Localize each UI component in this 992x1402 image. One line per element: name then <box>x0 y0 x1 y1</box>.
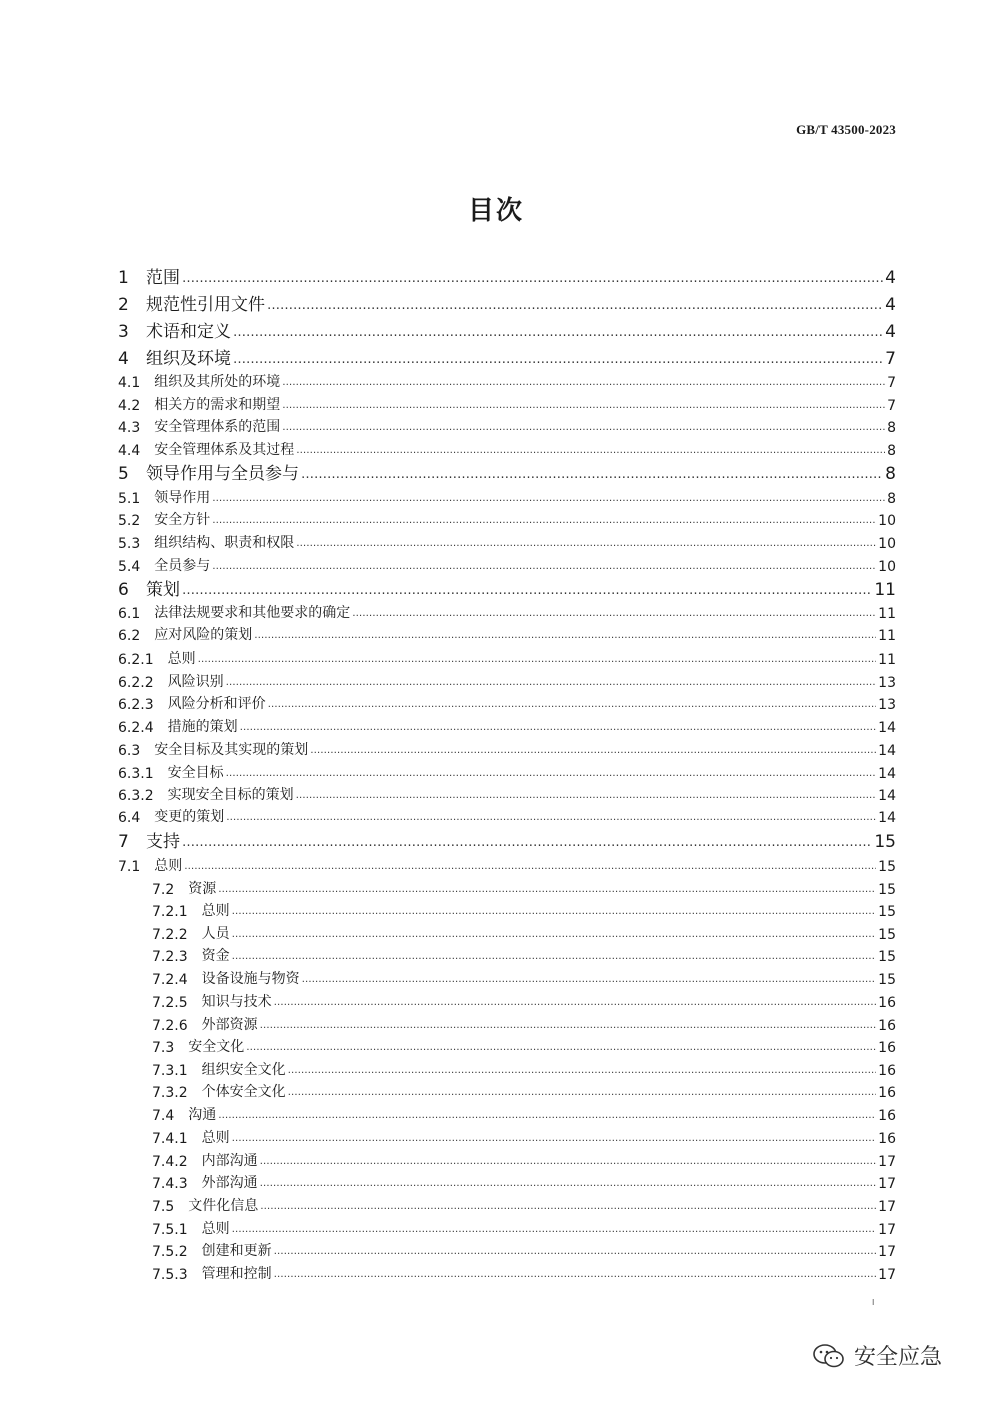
toc-entry[interactable] <box>152 1263 896 1283</box>
toc-entry[interactable] <box>152 900 896 920</box>
toc-entry[interactable] <box>118 784 896 804</box>
toc-entry-label: 安全管理体系及其过程 <box>154 442 295 458</box>
toc-entry-label: 组织结构、职责和权限 <box>154 535 295 551</box>
toc-entry-page: 13 <box>878 697 896 713</box>
toc-entry[interactable] <box>152 968 896 988</box>
toc-entry-label: 安全目标及其实现的策划 <box>154 742 309 758</box>
toc-entry-page: 14 <box>878 743 896 759</box>
toc-entry-page: 17 <box>878 1222 896 1238</box>
toc-entry-label: 总则 <box>201 903 230 919</box>
toc-entry-label: 组织及环境 <box>146 349 231 369</box>
toc-entry[interactable] <box>118 648 896 668</box>
toc-entry-page: 14 <box>878 788 896 804</box>
toc-entry-number: 6.1 <box>118 606 141 622</box>
toc-leader-dots <box>267 299 883 315</box>
toc-entry-label: 组织及其所处的环境 <box>154 374 281 390</box>
toc-entry-label: 支持 <box>146 832 180 852</box>
toc-entry-label: 规范性引用文件 <box>146 295 265 315</box>
toc-entry-label: 全员参与 <box>154 558 211 574</box>
toc-entry-label: 措施的策划 <box>167 719 238 735</box>
toc-entry-page: 8 <box>887 420 896 436</box>
toc-entry-page: 16 <box>878 1108 896 1124</box>
page-number-mark: I <box>872 1298 875 1307</box>
toc-entry-page: 10 <box>878 559 896 575</box>
toc-leader-dots <box>274 998 877 1011</box>
toc-entry-page: 4 <box>885 295 896 315</box>
toc-entry-page: 15 <box>878 859 896 875</box>
toc-entry-page: 11 <box>878 628 896 644</box>
toc-entry-page: 8 <box>885 464 896 484</box>
toc-entry-number: 6.4 <box>118 810 141 826</box>
toc-leader-dots <box>254 631 876 644</box>
toc-entry[interactable] <box>118 394 896 414</box>
toc-leader-dots <box>232 952 877 965</box>
toc-entry-number: 7.2.4 <box>152 972 188 988</box>
toc-entry[interactable] <box>152 1172 896 1192</box>
toc-entry[interactable] <box>118 578 896 600</box>
toc-leader-dots <box>184 862 876 875</box>
toc-leader-dots <box>296 446 885 459</box>
toc-entry-page: 16 <box>878 1063 896 1079</box>
watermark-label: 安全应急 <box>854 1345 943 1370</box>
toc-leader-dots <box>226 769 877 782</box>
standard-code: GB/T 43500-2023 <box>796 122 896 137</box>
toc-entry-page: 14 <box>878 720 896 736</box>
toc-entry-number: 7.5.2 <box>152 1244 188 1260</box>
toc-entry[interactable] <box>152 1218 896 1238</box>
toc-entry-number: 4.4 <box>118 443 141 459</box>
toc-entry-number: 7.2.3 <box>152 949 188 965</box>
toc-entry-label: 资源 <box>188 881 217 897</box>
toc-entry-label: 变更的策划 <box>154 809 225 825</box>
toc-entry-page: 8 <box>887 491 896 507</box>
toc-entry-page: 15 <box>878 927 896 943</box>
toc-entry-number: 7 <box>118 832 129 852</box>
toc-entry-number: 5.4 <box>118 559 141 575</box>
toc-leader-dots <box>182 272 883 288</box>
toc-entry-page: 16 <box>878 995 896 1011</box>
toc-entry[interactable] <box>152 945 896 965</box>
toc-entry-label: 安全管理体系的范围 <box>154 419 281 435</box>
toc-leader-dots <box>296 539 876 552</box>
toc-entry[interactable] <box>118 806 896 826</box>
toc-entry[interactable] <box>118 602 896 622</box>
toc-entry[interactable] <box>152 1127 896 1147</box>
toc-entry-label: 范围 <box>146 268 180 288</box>
toc-entry-number: 3 <box>118 322 129 342</box>
toc-entry-number: 6.3.1 <box>118 766 154 782</box>
toc-entry-label: 创建和更新 <box>201 1243 272 1259</box>
toc-entry-number: 7.2.1 <box>152 904 188 920</box>
toc-entry-page: 4 <box>885 268 896 288</box>
toc-entry-number: 5.2 <box>118 513 141 529</box>
toc-entry-label: 知识与技术 <box>201 994 272 1010</box>
toc-entry-number: 7.4.1 <box>152 1131 188 1147</box>
toc-entry[interactable] <box>152 1195 896 1215</box>
toc-leader-dots <box>212 494 885 507</box>
toc-entry[interactable] <box>152 1081 896 1101</box>
toc-entry[interactable] <box>152 1240 896 1260</box>
toc-entry-page: 4 <box>885 322 896 342</box>
toc-entry-number: 7.3.1 <box>152 1063 188 1079</box>
toc-entry-number: 6.2.3 <box>118 697 154 713</box>
toc-entry-number: 6 <box>118 580 129 600</box>
toc-entry-label: 领导作用 <box>154 490 211 506</box>
toc-entry-page: 16 <box>878 1131 896 1147</box>
toc-entry[interactable] <box>152 1150 896 1170</box>
toc-entry-number: 6.2.4 <box>118 720 154 736</box>
toc-entry-number: 7.5 <box>152 1199 175 1215</box>
toc-entry-label: 法律法规要求和其他要求的确定 <box>154 605 351 621</box>
toc-entry[interactable] <box>118 487 896 507</box>
toc-entry-label: 外部资源 <box>201 1017 258 1033</box>
toc-entry[interactable] <box>118 347 896 369</box>
toc-entry-number: 7.2.6 <box>152 1018 188 1034</box>
toc-entry-label: 总则 <box>201 1130 230 1146</box>
toc-leader-dots <box>232 1134 877 1147</box>
toc-entry-page: 13 <box>878 675 896 691</box>
toc-entry-number: 4.1 <box>118 375 141 391</box>
toc-entry-page: 11 <box>878 652 896 668</box>
toc-leader-dots <box>282 378 885 391</box>
toc-entry-page: 7 <box>885 349 896 369</box>
toc-entry-label: 总则 <box>154 858 183 874</box>
toc-leader-dots <box>301 468 883 484</box>
toc-entry-number: 7.4.3 <box>152 1176 188 1192</box>
toc-entry-page: 15 <box>878 882 896 898</box>
toc-entry-number: 7.5.3 <box>152 1267 188 1283</box>
toc-leader-dots <box>302 975 877 988</box>
toc-entry-label: 管理和控制 <box>201 1266 272 1282</box>
toc-entry-page: 10 <box>878 513 896 529</box>
toc-entry-page: 11 <box>874 580 896 600</box>
toc-entry-number: 1 <box>118 268 129 288</box>
toc-entry-label: 资金 <box>201 948 230 964</box>
toc-entry[interactable] <box>152 1036 896 1056</box>
toc-entry-label: 个体安全文化 <box>201 1084 286 1100</box>
toc-entry-page: 16 <box>878 1085 896 1101</box>
toc-entry[interactable] <box>118 532 896 552</box>
toc-leader-dots <box>260 1021 877 1034</box>
toc-entry-page: 14 <box>878 766 896 782</box>
toc-entry-label: 风险识别 <box>167 674 224 690</box>
toc-entry[interactable] <box>118 693 896 713</box>
toc-entry[interactable] <box>118 555 896 575</box>
toc-entry-label: 应对风险的策划 <box>154 627 253 643</box>
toc-entry[interactable] <box>118 624 896 644</box>
toc-entry[interactable] <box>118 716 896 736</box>
toc-leader-dots <box>232 907 877 920</box>
toc-entry[interactable] <box>118 509 896 529</box>
toc-entry-label: 策划 <box>146 580 180 600</box>
toc-entry-number: 6.3.2 <box>118 788 154 804</box>
toc-leader-dots <box>232 1225 877 1238</box>
toc-entry-number: 6.2.2 <box>118 675 154 691</box>
toc-leader-dots <box>260 1157 877 1170</box>
toc-entry-number: 7.2 <box>152 882 175 898</box>
toc-entry-number: 7.4.2 <box>152 1154 188 1170</box>
toc-entry[interactable] <box>118 439 896 459</box>
toc-leader-dots <box>240 723 877 736</box>
toc-entry[interactable] <box>118 293 896 315</box>
toc-entry-page: 17 <box>878 1154 896 1170</box>
toc-entry[interactable] <box>118 371 896 391</box>
toc-entry-label: 组织安全文化 <box>201 1062 286 1078</box>
toc-entry-label: 术语和定义 <box>146 322 231 342</box>
toc-entry-number: 6.2 <box>118 628 141 644</box>
toc-entry[interactable] <box>152 1104 896 1124</box>
toc-leader-dots <box>212 516 876 529</box>
toc-entry-number: 7.5.1 <box>152 1222 188 1238</box>
page-title: 目次 <box>467 196 524 226</box>
toc-entry-label: 领导作用与全员参与 <box>146 464 299 484</box>
toc-leader-dots <box>233 353 883 369</box>
toc-leader-dots <box>274 1270 877 1283</box>
toc-leader-dots <box>218 1111 876 1124</box>
toc-entry[interactable] <box>118 855 896 875</box>
toc-entry-page: 15 <box>878 972 896 988</box>
toc-leader-dots <box>268 700 877 713</box>
toc-entry-label: 总则 <box>201 1221 230 1237</box>
toc-entry-number: 7.1 <box>118 859 141 875</box>
toc-entry-label: 相关方的需求和期望 <box>154 397 281 413</box>
toc-entry[interactable] <box>118 416 896 436</box>
toc-leader-dots <box>212 562 876 575</box>
toc-entry-label: 总则 <box>167 651 196 667</box>
toc-entry-page: 17 <box>878 1199 896 1215</box>
toc-entry-label: 安全目标 <box>167 765 224 781</box>
toc-leader-dots <box>232 930 877 943</box>
toc-entry-label: 内部沟通 <box>201 1153 258 1169</box>
toc-entry-number: 2 <box>118 295 129 315</box>
toc-entry-number: 7.4 <box>152 1108 175 1124</box>
wechat-icon <box>812 1342 846 1370</box>
toc-entry-page: 11 <box>878 606 896 622</box>
toc-entry-page: 8 <box>887 443 896 459</box>
toc-entry-number: 7.2.2 <box>152 927 188 943</box>
toc-entry-label: 安全文化 <box>188 1039 245 1055</box>
toc-entry-label: 实现安全目标的策划 <box>167 787 294 803</box>
toc-entry[interactable] <box>152 1059 896 1079</box>
toc-entry-number: 5.1 <box>118 491 141 507</box>
watermark <box>812 1340 942 1371</box>
toc-entry-number: 4 <box>118 349 129 369</box>
toc-leader-dots <box>260 1202 876 1215</box>
toc-entry-number: 7.3.2 <box>152 1085 188 1101</box>
toc-entry-number: 5.3 <box>118 536 141 552</box>
toc-leader-dots <box>296 791 877 804</box>
toc-entry[interactable] <box>118 266 896 288</box>
toc-entry-page: 17 <box>878 1176 896 1192</box>
toc-entry[interactable] <box>152 878 896 898</box>
toc-entry-label: 安全方针 <box>154 512 211 528</box>
toc-entry-number: 6.3 <box>118 743 141 759</box>
toc-entry-label: 外部沟通 <box>201 1175 258 1191</box>
toc-entry[interactable] <box>118 462 896 484</box>
toc-entry-label: 文件化信息 <box>188 1198 259 1214</box>
toc-leader-dots <box>246 1043 876 1056</box>
toc-entry-page: 7 <box>887 398 896 414</box>
toc-entry-number: 4.2 <box>118 398 141 414</box>
toc-entry[interactable] <box>152 1014 896 1034</box>
toc-entry[interactable] <box>118 762 896 782</box>
toc-leader-dots <box>218 885 876 898</box>
toc-leader-dots <box>182 836 872 852</box>
toc-leader-dots <box>198 655 877 668</box>
toc-entry-label: 设备设施与物资 <box>201 971 300 987</box>
toc-leader-dots <box>226 813 876 826</box>
toc-leader-dots <box>233 326 883 342</box>
toc-entry-number: 5 <box>118 464 129 484</box>
toc-leader-dots <box>288 1066 877 1079</box>
toc-entry-page: 14 <box>878 810 896 826</box>
toc-leader-dots <box>310 746 876 759</box>
toc-entry-label: 风险分析和评价 <box>167 696 266 712</box>
toc-entry-page: 15 <box>874 832 896 852</box>
toc-leader-dots <box>182 584 872 600</box>
toc-entry-number: 4.3 <box>118 420 141 436</box>
toc-entry-page: 7 <box>887 375 896 391</box>
toc-leader-dots <box>274 1247 877 1260</box>
toc-leader-dots <box>282 423 885 436</box>
toc-leader-dots <box>260 1179 877 1192</box>
toc-entry-page: 15 <box>878 904 896 920</box>
toc-entry-number: 7.2.5 <box>152 995 188 1011</box>
toc-entry-label: 人员 <box>201 926 230 942</box>
toc-entry-page: 17 <box>878 1267 896 1283</box>
toc-entry[interactable] <box>118 739 896 759</box>
toc-entry-number: 6.2.1 <box>118 652 154 668</box>
toc-leader-dots <box>352 609 876 622</box>
toc-entry-label: 沟通 <box>188 1107 217 1123</box>
toc-entry[interactable] <box>118 671 896 691</box>
toc-entry[interactable] <box>118 830 896 852</box>
toc-entry[interactable] <box>118 320 896 342</box>
toc-leader-dots <box>288 1088 877 1101</box>
toc-entry-page: 17 <box>878 1244 896 1260</box>
toc-entry-page: 16 <box>878 1018 896 1034</box>
toc-entry-page: 16 <box>878 1040 896 1056</box>
toc-entry[interactable] <box>152 923 896 943</box>
toc-entry-page: 10 <box>878 536 896 552</box>
toc-entry[interactable] <box>152 991 896 1011</box>
toc-entry-number: 7.3 <box>152 1040 175 1056</box>
toc-leader-dots <box>282 401 885 414</box>
toc-entry-page: 15 <box>878 949 896 965</box>
toc-leader-dots <box>226 678 877 691</box>
